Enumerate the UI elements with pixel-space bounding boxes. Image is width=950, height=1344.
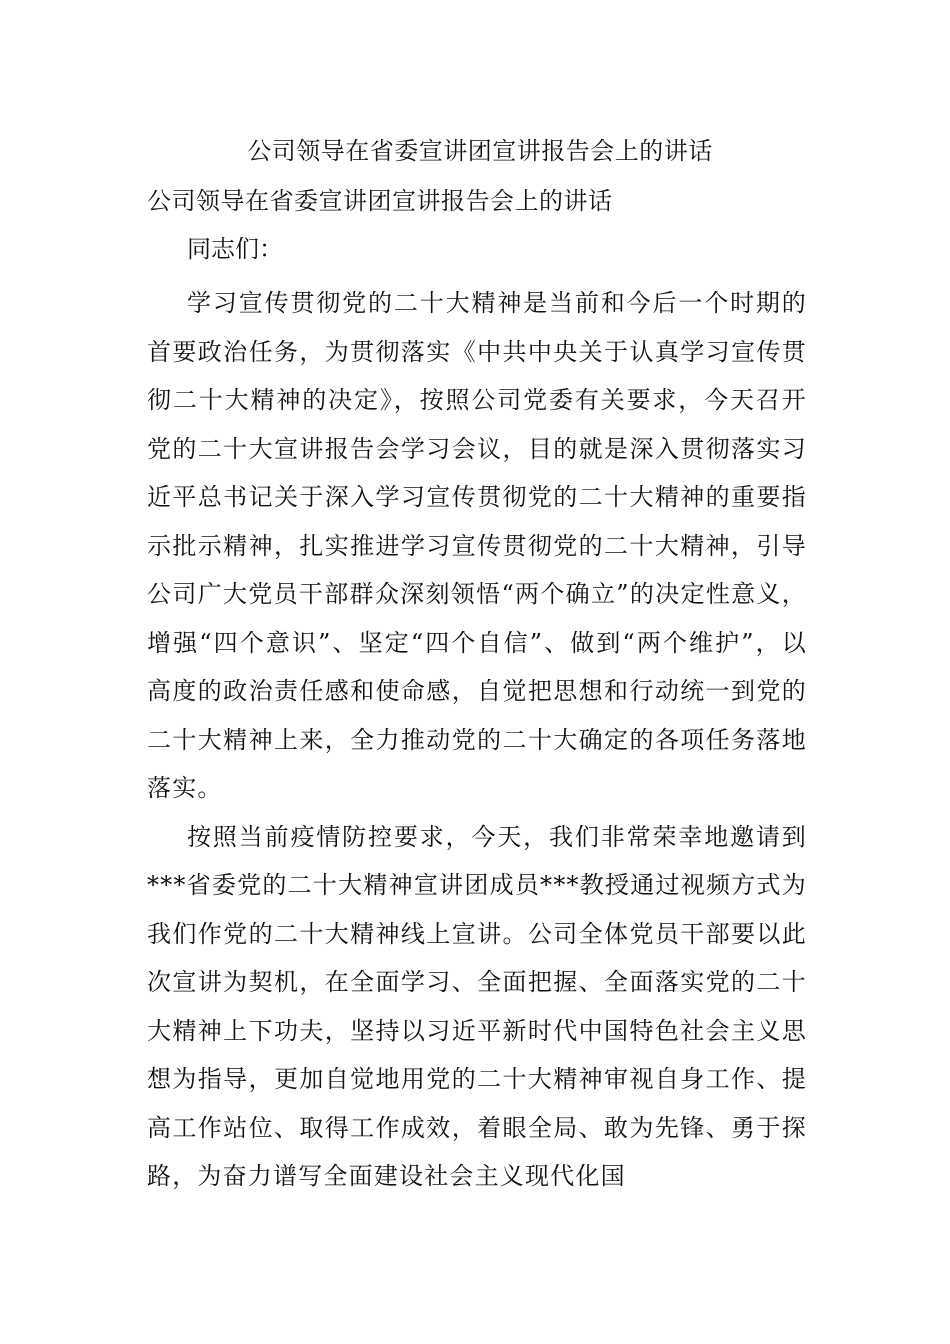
salutation: 同志们： [187,235,283,263]
paragraph-1: 学习宣传贯彻党的二十大精神是当前和今后一个时期的首要政治任务，为贯彻落实《中共中央关于认真学习宣传贯彻二十大精神的决定》，按照公司党委有关要求，今天召开党的二十大宣讲报告会学习会议，目的就是深入贯彻落实习近平总书记关于深入学习宣传贯彻党的二十大精神的重要指示批示精神，扎实推进学习宣传贯彻党的二十大精神，引导公司广大党员干部群众深刻领悟“两个确立”的决定性意义，增强“四个意识”、坚定“四个自信”、做到“两个维护”，以高度的政治责任感和使命感，自觉把思想和行动统一到党的二十大精神上来，全力推动党的二十大确定的各项任务落地落实。 [147,289,807,802]
paragraph-2: 按照当前疫情防控要求，今天，我们非常荣幸地邀请到***省委党的二十大精神宣讲团成员***教授通过视频方式为我们作党的二十大精神线上宣讲。公司全体党员干部要以此次宣讲为契机，在全面学习、全面把握、全面落实党的二十大精神上下功夫，坚持以习近平新时代中国特色社会主义思想为指导，更加自觉地用党的二十大精神审视自身工作、提高工作站位、取得工作成效，着眼全局、敢为先锋、勇于探路，为奋力谱写全面建设社会主义现代化国 [147,822,807,1190]
body-text [147,279,807,1201]
document-title: 公司领导在省委宣讲团宣讲报告会上的讲话 [247,137,713,165]
document-subtitle: 公司领导在省委宣讲团宣讲报告会上的讲话 [147,187,613,215]
